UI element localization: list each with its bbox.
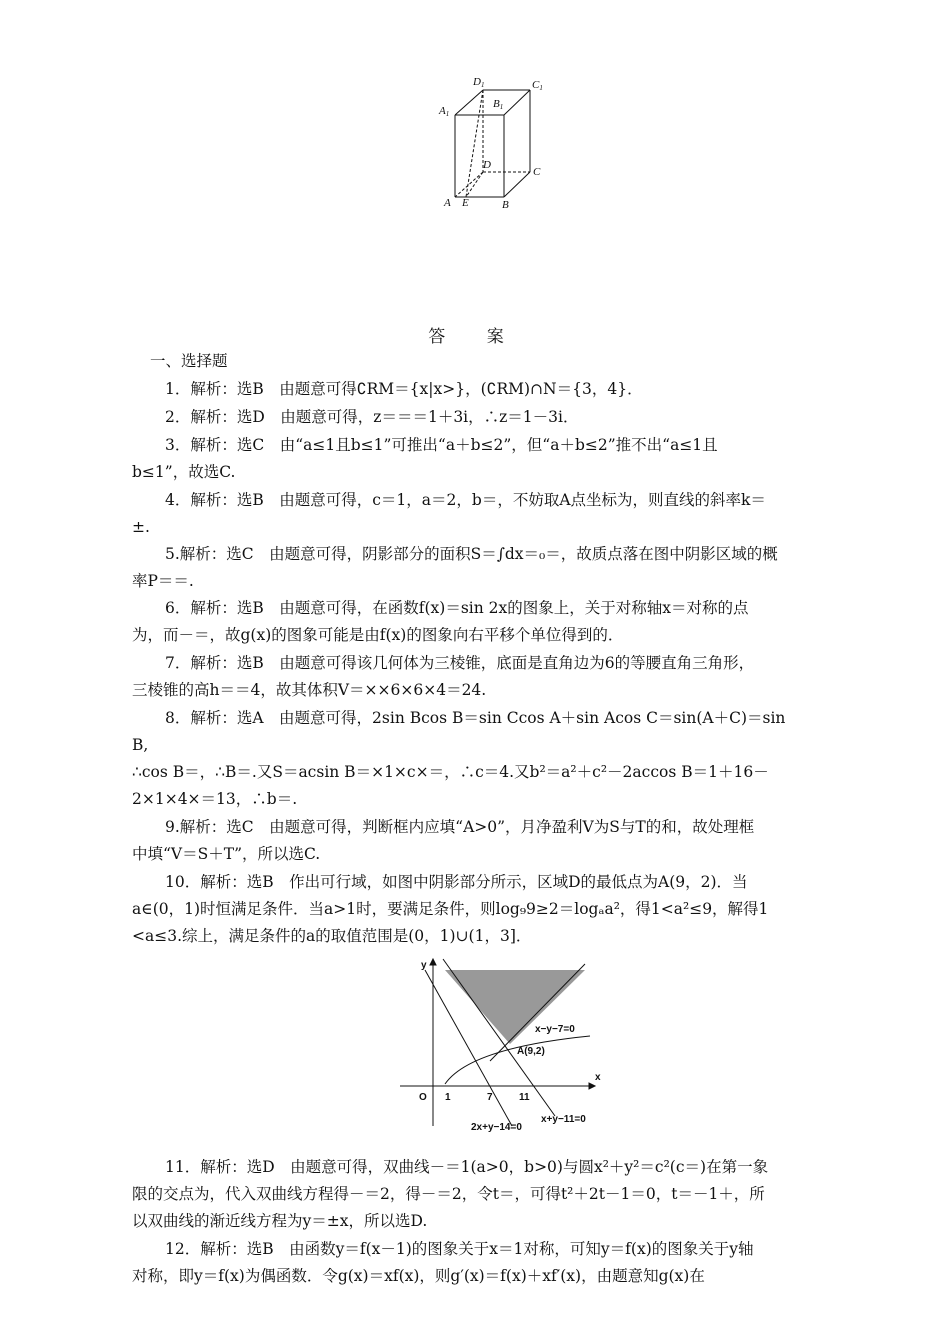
line-label-2x-y-14: 2x+y−14=0 <box>471 1122 522 1133</box>
answer-line: 为，而－＝，故g(x)的图象可能是由f(x)的图象向右平移个单位得到的． <box>132 626 624 644</box>
answer-line: 12．解析：选B 由函数y＝f(x－1)的图象关于x＝1对称，可知y＝f(x)的图象关于y轴 <box>165 1240 754 1258</box>
label-C: C <box>533 166 541 178</box>
answer-line: ∴cos B＝，∴B＝.又S＝acsin B＝×1×c×＝，∴c＝4.又b²＝a²＋c²－2accos B＝1＋16－ <box>132 763 769 781</box>
origin-label: O <box>419 1092 427 1103</box>
answer-line: <a≤3.综上，满足条件的a的取值范围是(0，1)∪(1，3]． <box>132 927 532 945</box>
answer-line: 8．解析：选A 由题意可得，2sin Bcos B＝sin Ccos A＋sin Acos C＝sin(A＋C)＝sin <box>165 709 786 727</box>
answer-line: 5.解析：选C 由题意可得，阴影部分的面积S＝∫dx＝₀＝，故质点落在图中阴影区域的概 <box>165 545 778 563</box>
answer-line: 7．解析：选B 由题意可得该几何体为三棱锥，底面是直角边为6的等腰直角三角形， <box>165 654 755 672</box>
label-E: E <box>462 197 469 209</box>
tick-1: 1 <box>445 1092 451 1103</box>
answer-line: 3．解析：选C 由“a≤1且b≤1”可推出“a＋b≤2”，但“a＋b≤2”推不出“a≤1且 <box>165 436 718 454</box>
answer-line: 限的交点为，代入双曲线方程得－＝2，得－＝2，令t＝，可得t²＋2t－1＝0，t＝－1＋，所 <box>132 1185 765 1203</box>
answer-line: ±. <box>132 518 150 536</box>
answer-line: 10．解析：选B 作出可行域，如图中阴影部分所示，区域D的最低点为A(9，2)．当 <box>165 873 748 891</box>
answer-line: 以双曲线的渐近线方程为y＝±x，所以选D. <box>132 1212 428 1230</box>
section-heading: 一、选择题 <box>150 352 228 370</box>
answer-line: 对称，即y＝f(x)为偶函数．令g(x)＝xf(x)，则g′(x)＝f(x)＋xf′(x)，由题意知g(x)在 <box>132 1267 705 1285</box>
answer-line: b≤1”，故选C. <box>132 463 236 481</box>
cube-figure <box>430 72 550 212</box>
answer-line: 4．解析：选B 由题意可得，c＝1，a＝2，b＝，不妨取A点坐标为，则直线的斜率k＝ <box>165 491 766 509</box>
answer-line: 中填“V＝S＋T”，所以选C. <box>132 845 321 863</box>
answers-title: 答 案 <box>428 327 522 347</box>
answer-line: 三棱锥的高h＝＝4，故其体积V＝××6×6×4＝24. <box>132 681 487 699</box>
answer-line: 6．解析：选B 由题意可得，在函数f(x)＝sin 2x的图象上，关于对称轴x＝对称的点 <box>165 599 749 617</box>
answer-line: a∈(0，1)时恒满足条件．当a>1时，要满足条件，则log₉9≥2＝logₐa²，得1<a²≤9，解得1 <box>132 900 769 918</box>
point-A-label: A(9,2) <box>517 1046 545 1057</box>
label-A1: A1 <box>439 105 450 118</box>
answer-line: 2．解析：选D 由题意可得，z＝＝＝1＋3i，∴z＝1－3i． <box>165 408 579 426</box>
tick-11: 11 <box>519 1092 530 1103</box>
tick-7: 7 <box>487 1092 493 1103</box>
feasible-region-graph <box>395 956 605 1136</box>
label-A: A <box>444 197 451 209</box>
label-D1: D1 <box>473 76 485 89</box>
line-label-x-y-11: x+y−11=0 <box>541 1114 586 1125</box>
line-label-x-y-7: x−y−7=0 <box>535 1024 575 1035</box>
answer-line: 2×1×4×＝13，∴b＝. <box>132 790 298 808</box>
label-B1: B1 <box>493 98 504 111</box>
axis-y-label: y <box>421 960 427 971</box>
answer-line: 率P＝＝. <box>132 572 194 590</box>
answer-line: 1．解析：选B 由题意可得∁RM＝{x|x>}，(∁RM)∩N＝{3，4}． <box>165 380 643 398</box>
answer-line: 11．解析：选D 由题意可得，双曲线－＝1(a>0，b>0)与圆x²＋y²＝c²(c＝)在第一象 <box>165 1158 769 1176</box>
label-C1: C1 <box>532 79 543 92</box>
axis-x-label: x <box>595 1072 601 1083</box>
answer-line: 9.解析：选C 由题意可得，判断框内应填“A>0”，月净盈利V为S与T的和，故处理框 <box>165 818 755 836</box>
label-D: D <box>483 159 491 171</box>
answer-line: B, <box>132 736 149 754</box>
label-B: B <box>502 199 509 211</box>
